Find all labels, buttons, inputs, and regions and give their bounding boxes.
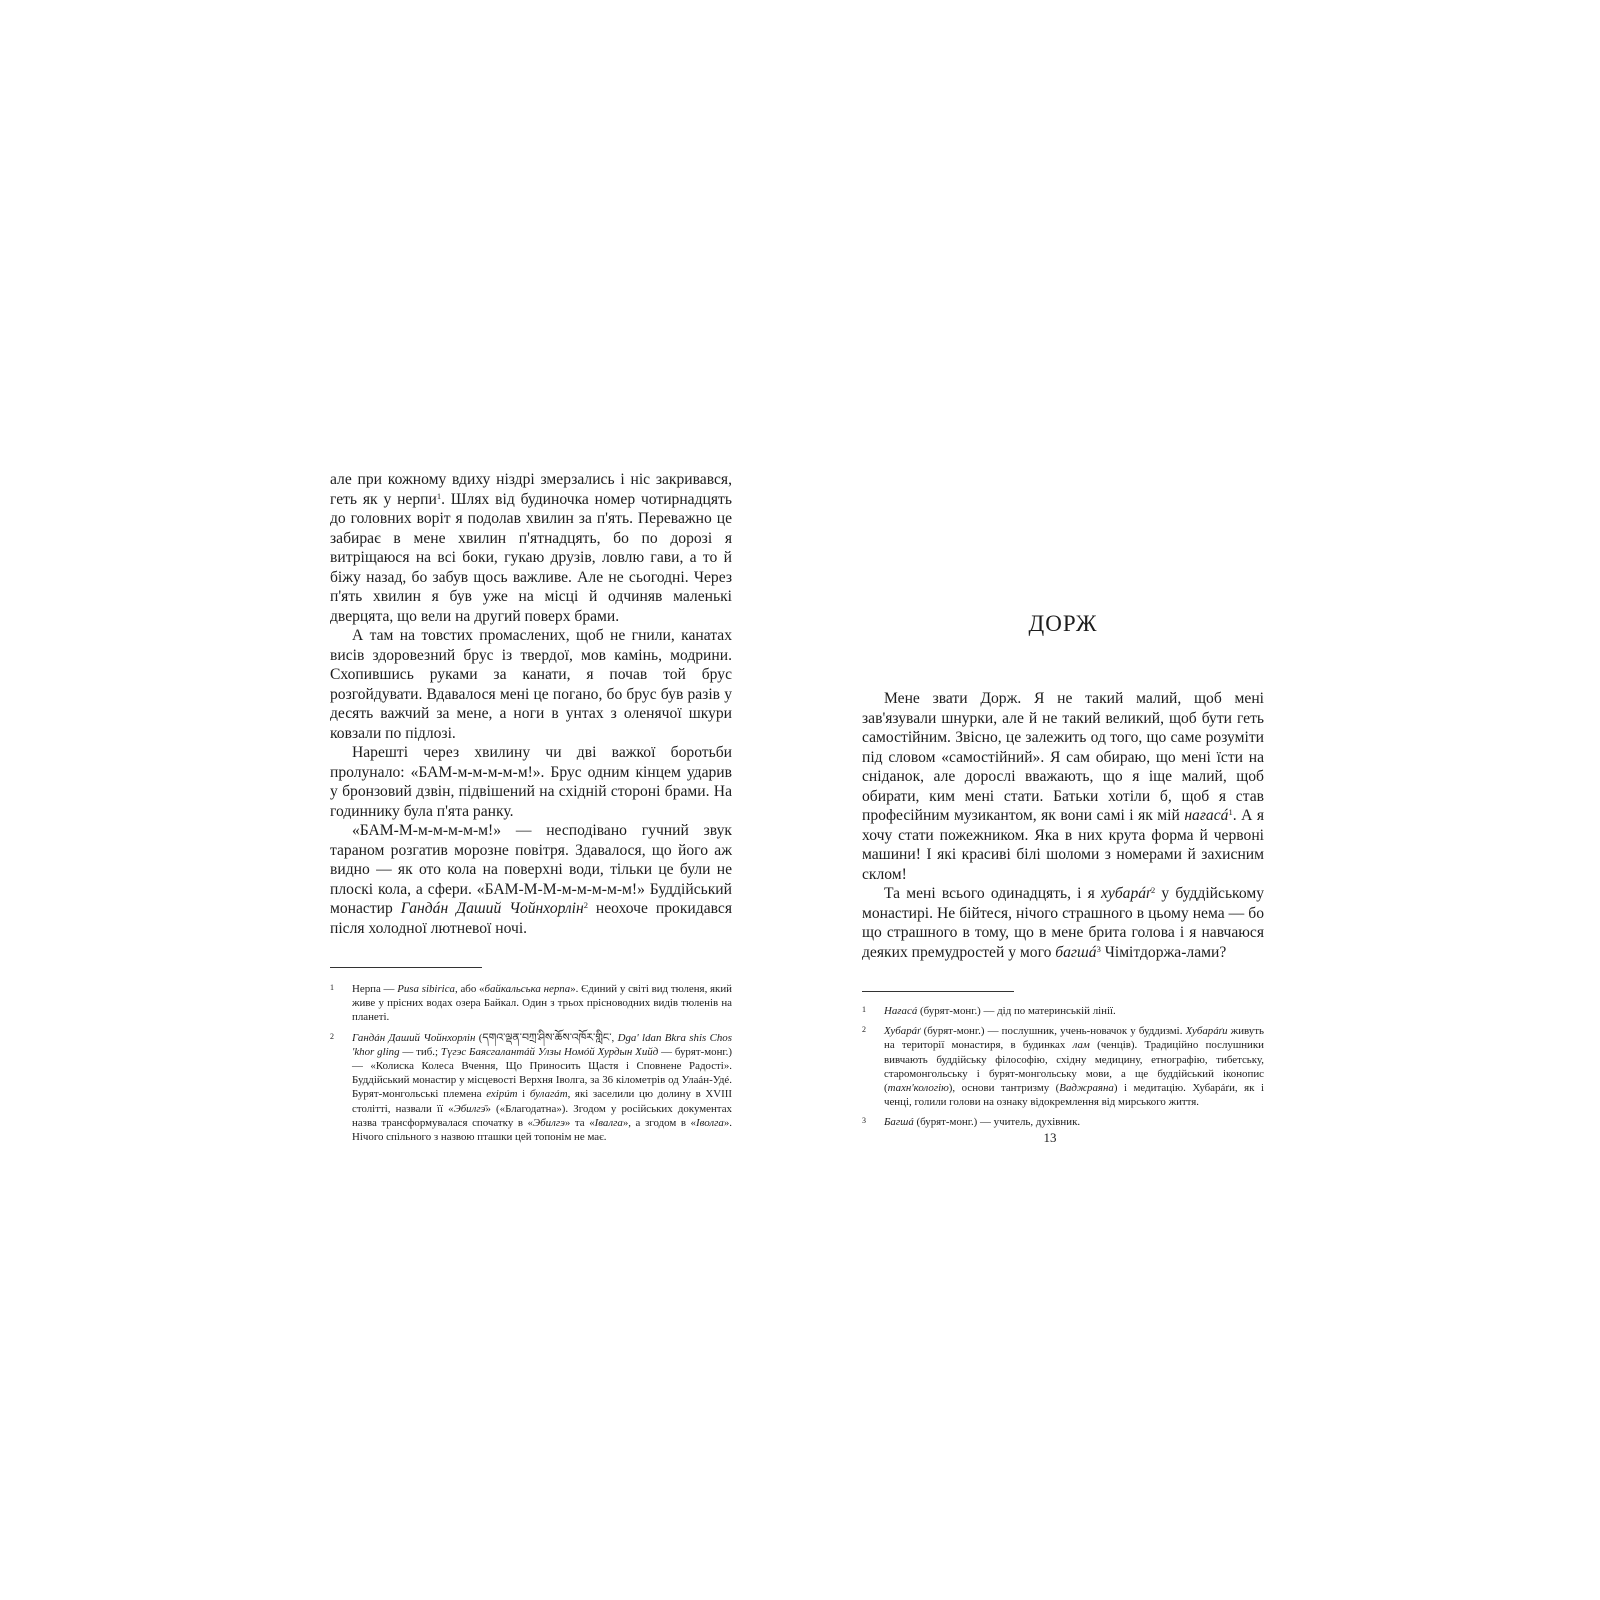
italic-term: Dga' ldan Bkra shis Chos 'khor gling [352,1031,732,1058]
italic-term: ехірúт [486,1088,518,1101]
right-footnotes [862,1004,1264,1130]
text-run: Та мені всього одинадцять, і я [884,885,1101,902]
text-run: », а згодом в « [622,1116,696,1129]
body-paragraph [862,689,1264,884]
text-run: , які заселили цю долину в XVIII столітті, назвали її « [352,1088,732,1115]
text-run: (бурят-монг.) — дід по материнській лінії. [917,1005,1116,1017]
left-footnotes [330,982,732,1144]
text-run: Чімітдоржа-лами? [1100,943,1227,961]
right-page [862,689,1264,1136]
footnote-number: 3 [862,1116,866,1126]
text-run: Нерпа — [352,983,398,995]
footnote-reference: 1 [436,490,442,501]
text-run: — тиб.; [399,1045,441,1058]
text-run: . А я хочу стати пожежником. Яка в них крута форма й червоні машини! І які красиві білі шоломи з номерами й захисним склом! [862,807,1264,883]
text-run: неохоче прокидався після холодної лютневої ночі. [330,900,732,937]
italic-term: Гандáн Даший Чойнхорлін [352,1031,476,1044]
text-run: живуть на території монастиря, в будинках [884,1025,1264,1052]
text-run: А там на товстих промаслених, щоб не гнили, канатах висів здоровезний брус із твердої, мов камінь, модрини. Схопившись руками за канати, я почав той брус розгойдувати. Вдавалося мені це погано, бо брус був разів у десять важчий за мене, а ноги в унтах з оленячої шкури ковзали по підлозі. [330,627,732,742]
text-run: ». Єдиний у світі вид тюленя, який живе у прісних водах озера Байкал. Один з трьох прісноводних видів тюленів на планеті. [352,983,732,1024]
italic-term: Эбилгэ [533,1116,565,1129]
italic-term: хубарáґ [1100,885,1151,902]
italic-term: булагáт [529,1088,568,1101]
italic-term: Эбилгэ̄ [453,1102,486,1115]
footnote-number: 2 [330,1031,334,1041]
footnote [330,1031,732,1145]
text-run: » («Благодатна»). Згодом у російських документах назва трансформувалася спочатку в « [352,1102,732,1129]
italic-term: Івалга [594,1116,623,1129]
text-run: ». Нічого спільного з назвою пташки цей топонім не має. [352,1116,732,1144]
text-run: » та « [564,1116,595,1129]
text-run: Мене звати Дорж. Я не такий малий, щоб мені зав'язували шнурки, але й не такий великий, щоб бути геть самостійним. Звісно, це залежить од того, що саме розуміти під словом «самостійний». Я сам обираю, що мені їсти на сніданок, але дорослі вважають, що я іще малий, щоб обирати, ким мені стати. Батьки хотіли б, щоб я став професійним музикантом, як вони самі і як мій [862,690,1264,824]
footnote [862,1024,1264,1109]
body-paragraph [330,626,732,743]
body-paragraph [330,743,732,821]
text-run: але при кожному вдиху ніздрі змерзались і ніс закривався, геть як у нерпи [330,471,732,508]
text-run: (бурят-монг.) — послушник, учень-новачок у буддизмі. [920,1025,1186,1038]
text-run: — бурят-монг.) — «Колиска Колеса Вчення, Що Приносить Щастя і Сповнене Радості». Буддійський монастир у місцевості Верхня Іволга, за 36 кілометрів од Улаáн-Удé. Бурят-монгольські племена [352,1045,733,1101]
text-run: (бурят-монг.) — учитель, духівник. [913,1116,1081,1129]
italic-term: Нағасá [884,1005,918,1017]
footnote-rule [330,967,482,968]
italic-term: тахн'кологію [887,1082,949,1095]
body-paragraph [862,884,1264,962]
text-run: Нарешті через хвилину чи дві важкої боротьби пролунало: «БАМ-м-м-м-м-м!». Брус одним кінцем ударив у бронзовий дзвін, підвішений на східній стороні брами. На годиннику була п'ята ранку. [330,744,732,820]
page-number: 13 [1043,1130,1057,1145]
footnote-reference: 2 [583,900,588,910]
italic-term: Багшá [884,1116,914,1129]
right-body [862,689,1264,962]
text-run: (དགའ་ལྡན་བཀྲ་ཤིས་ཆོས་འཁོར་གླིང་, [475,1031,618,1044]
text-run: у буддійському монастирі. Не бійтеся, нічого страшного в цьому нема — бо що страшного в тому, що в мене брита голова і я навчаюся деяких премудростей у мого [862,885,1265,961]
italic-term: Іволга [696,1116,724,1129]
footnote [862,1004,1264,1018]
footnote-reference: 3 [1096,943,1101,954]
text-run: і [517,1088,530,1101]
footnote [330,982,732,1025]
body-paragraph [330,821,732,938]
italic-term: Гандáн Даший Чойнхорлін [400,900,584,917]
footnote-number: 1 [330,983,334,992]
text-run: . Шлях від будиночка номер чотирнадцять до головних воріт я подолав хвилин за п'ять. Переважно це забирає в мене хвилин п'ятнадцять, бо по дорозі я витріщаюся на всі боки, гукаю друзів, ловлю гави, а то й біжу назад, бо забув щось важливе. Але не сьогодні. Через п'ять хвилин я був уже на місці й одчиняв маленькі дверцята, що вели на другий поверх брами. [330,490,732,625]
text-run: «БАМ-М-м-м-м-м-м!» — несподівано гучний звук тараном розгатив морозне повітря. Здавалося, що його аж видно — як ото кола на поверхні води, тільки це були не плоскі кола, а сфери. «БАМ-М-М-м-м-м-м-м!» Буддійський монастир [330,822,732,917]
chapter-title: ДОРЖ [1028,611,1098,636]
text-run: ) і медитацію. Хубарáґи, як і ченці, голили голови на ознаку відокремлення від мирського життя. [884,1082,1264,1109]
footnote-reference: 1 [1228,807,1233,817]
italic-term: Pusa sibirica [397,983,455,995]
text-run: , або « [455,983,485,995]
italic-term: Хубарáґ [884,1025,921,1038]
italic-term: лам [1072,1039,1090,1052]
italic-term: байкальська нерпа [484,983,571,995]
footnote [862,1115,1264,1129]
italic-term: Ваджраяна [1059,1082,1114,1095]
italic-term: багшá [1055,943,1097,961]
italic-term: Түгэс Баясгалантáй Улзы Номóй Хурдын Хийд [440,1045,659,1058]
footnote-number: 2 [862,1025,866,1035]
left-body [330,470,732,938]
left-page [330,470,732,1150]
footnote-reference: 2 [1150,885,1156,895]
italic-term: Хубарáґи [1185,1025,1228,1038]
footnote-number: 1 [862,1005,866,1014]
italic-term: нағасá [1184,807,1229,824]
text-run: ), основи тантризму ( [948,1082,1060,1095]
footnote-rule [862,991,1014,992]
text-run: (ченців). Традиційно послушники вивчають буддійську філософію, східну медицину, етнографію, тибетську, старомонгольську і бурят-монгольську мови, а ще буддійський іконопис ( [884,1039,1264,1095]
body-paragraph [330,470,732,626]
